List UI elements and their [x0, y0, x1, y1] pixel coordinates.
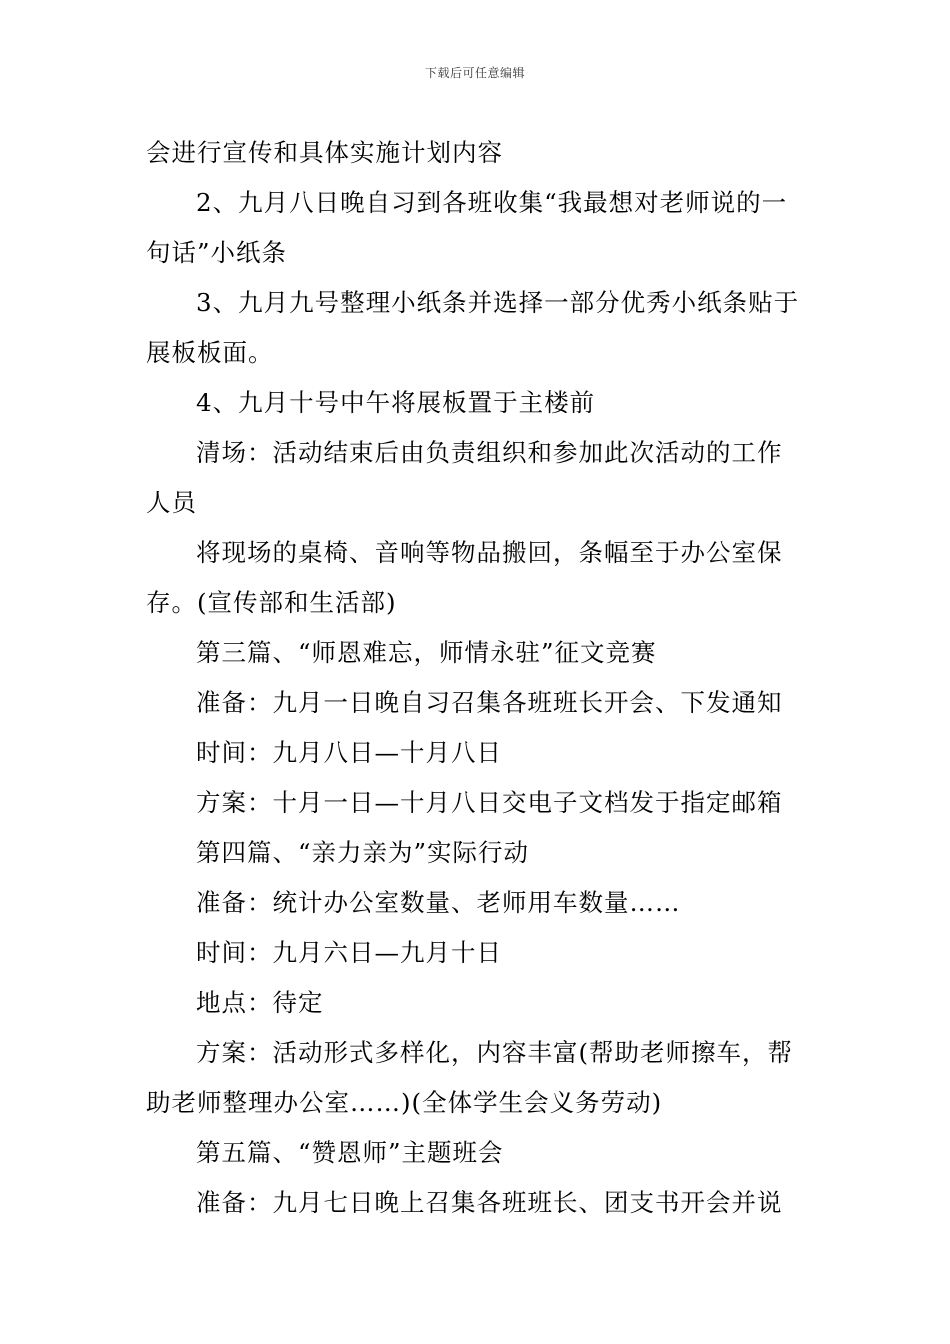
text-line: 句话”小纸条 [146, 238, 288, 267]
text-line: 准备：九月七日晚上召集各班班长、团支书开会并说 [196, 1188, 783, 1217]
text-line: 3、九月九号整理小纸条并选择一部分优秀小纸条贴于 [196, 288, 800, 317]
text-line: 方案：活动形式多样化，内容丰富(帮助老师擦车，帮 [196, 1038, 794, 1067]
text-line: 人员 [146, 488, 197, 517]
text-line: 2、九月八日晚自习到各班收集“我最想对老师说的一 [196, 188, 788, 217]
page-header: 下载后可任意编辑 [424, 66, 525, 80]
text-line: 4、九月十号中午将展板置于主楼前 [196, 388, 596, 417]
text-line: 时间：九月八日—十月八日 [196, 738, 502, 767]
text-line: 会进行宣传和具体实施计划内容 [146, 138, 503, 167]
text-line: 准备：统计办公室数量、老师用车数量…… [196, 888, 681, 917]
section-heading: 第三篇、“师恩难忘，师情永驻”征文竞赛 [196, 638, 657, 667]
text-line: 方案：十月一日—十月八日交电子文档发于指定邮箱 [196, 788, 783, 817]
document-body [146, 128, 808, 1228]
section-heading: 第五篇、“赞恩师”主题班会 [196, 1138, 504, 1167]
text-line: 展板板面。 [146, 338, 274, 367]
text-line: 存。(宣传部和生活部) [146, 588, 397, 617]
text-line: 清场：活动结束后由负责组织和参加此次活动的工作 [196, 438, 783, 467]
section-heading: 第四篇、“亲力亲为”实际行动 [196, 838, 530, 867]
text-line: 时间：九月六日—九月十日 [196, 938, 502, 967]
text-line: 地点：待定 [196, 988, 324, 1017]
text-line: 将现场的桌椅、音响等物品搬回，条幅至于办公室保 [196, 538, 783, 567]
text-line: 准备：九月一日晚自习召集各班班长开会、下发通知 [196, 688, 783, 717]
text-line: 助老师整理办公室……)(全体学生会义务劳动) [146, 1088, 663, 1117]
